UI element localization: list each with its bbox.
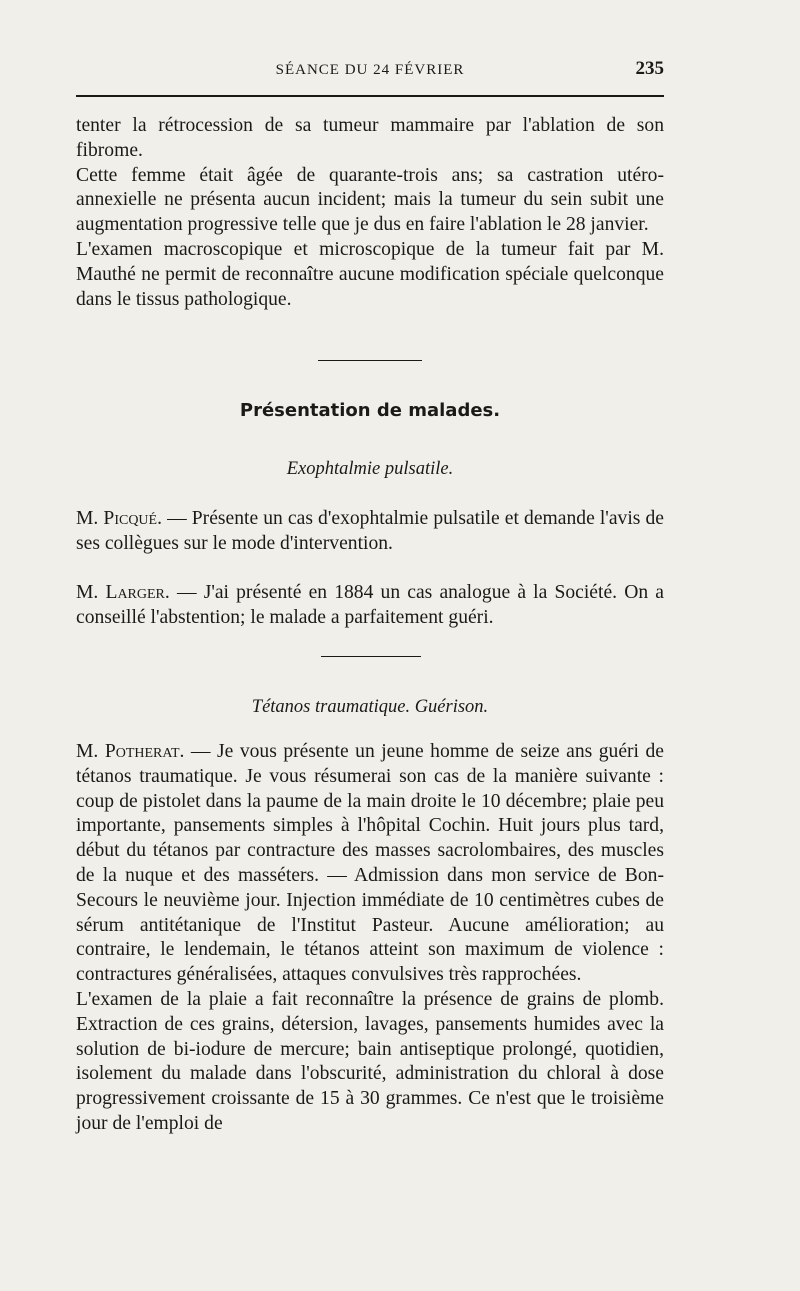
- paragraph: L'examen de la plaie a fait reconnaître la présence de grains de plomb. Extraction de ces grains, détersion, lavages, pansements humides avec la solution de bi-iodure de mercure; bain antiseptique prolongé, quotidien, isolement du malade dans l'obscurité, administration du chloral à dose progressivement croissante de 15 à 30 grammes. Ce n'est que le troisième jour de l'emploi de: [76, 988, 664, 1134]
- running-head: [76, 58, 664, 84]
- speaker-name: M. Potherat.: [76, 741, 185, 762]
- picque-paragraph: [76, 507, 664, 557]
- speaker-text: — J'ai présenté en 1884 un cas analogue à la Société. On a conseillé l'abstention; le malade a parfaitement guéri.: [76, 582, 664, 628]
- speaker-name: M. Picqué.: [76, 508, 162, 529]
- separator-rule: [318, 360, 422, 361]
- running-title: SÉANCE DU 24 FÉVRIER: [275, 62, 465, 78]
- header-rule: [76, 95, 664, 97]
- paragraph: [76, 581, 664, 631]
- separator-rule: [321, 656, 421, 657]
- page-number: 235: [635, 58, 664, 79]
- intro-text: [76, 114, 664, 312]
- case-subtitle: Exophtalmie pulsatile.: [286, 459, 454, 479]
- paragraph: L'examen macroscopique et microscopique de la tumeur fait par M. Mauthé ne permit de reconnaître aucune modification spéciale quelconque dans le tissus pathologique.: [76, 238, 664, 310]
- paragraph: Cette femme était âgée de quarante-trois ans; sa castration utéro-annexielle ne présenta aucun incident; mais la tumeur du sein subit une augmentation progressive telle que je dus en faire l'ablation le 28 janvier.: [76, 164, 664, 236]
- potherat-text: [76, 740, 664, 1137]
- section-title: Présentation de malades.: [239, 400, 501, 421]
- speaker-text: — Je vous présente un jeune homme de seize ans guéri de tétanos traumatique. Je vous résumerai son cas de la manière suivante : coup de pistolet dans la paume de la main droite le 10 décembre; plaie peu importante, pansements simples à l'hôpital Cochin. Huit jours plus tard, début du tétanos par contracture des masses sacrolombaires, des muscles de la nuque et des masséters. — Admission dans mon service de Bon-Secours le neuvième jour. Injection immédiate de 10 centimètres cubes de sérum antitétanique de l'Institut Pasteur. Aucune amélioration; au contraire, le lendemain, le tétanos atteint son maximum de violence : contractures généralisées, attaques convulsives très rapprochées.: [76, 741, 664, 986]
- paragraph: [76, 507, 664, 557]
- paragraph: tenter la rétrocession de sa tumeur mammaire par l'ablation de son fibrome.: [76, 115, 664, 161]
- case-subtitle: Tétanos traumatique. Guérison.: [251, 697, 489, 717]
- speaker-name: M. Larger.: [76, 582, 170, 603]
- larger-paragraph: [76, 581, 664, 631]
- speaker-text: — Présente un cas d'exophtalmie pulsatile et demande l'avis de ses collègues sur le mode d'intervention.: [76, 508, 664, 554]
- paragraph: [76, 740, 664, 988]
